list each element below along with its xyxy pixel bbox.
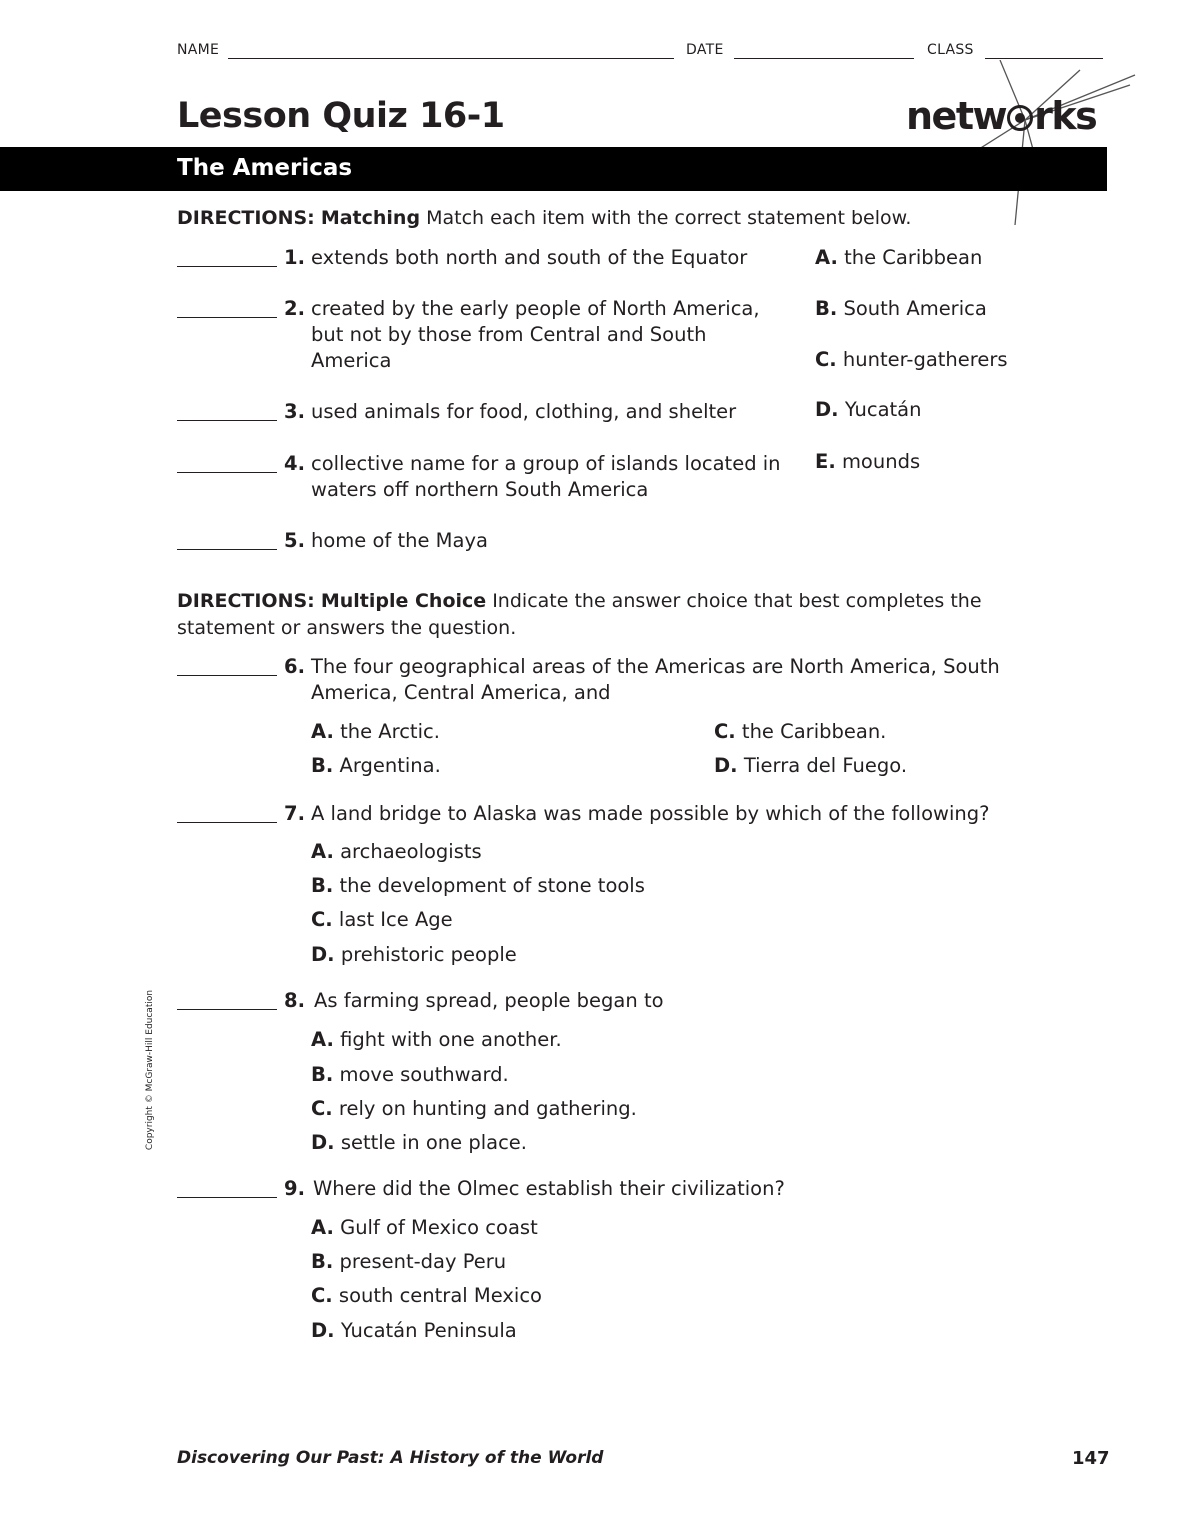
directions-text: Match each item with the correct statement below. <box>426 207 912 229</box>
matching-num-5: 5. <box>284 529 305 552</box>
question-num-8: 8. <box>284 989 305 1012</box>
q8-option-c: C. rely on hunting and gathering. <box>311 1097 637 1120</box>
logo-text-end: rks <box>1034 94 1097 138</box>
choice-b: B. South America <box>815 297 987 320</box>
matching-num-3: 3. <box>284 400 305 423</box>
mc-directions-label: DIRECTIONS: <box>177 590 315 612</box>
matching-item-5: home of the Maya <box>311 529 488 552</box>
question-num-6: 6. <box>284 655 305 678</box>
section-title: The Americas <box>177 155 353 181</box>
matching-num-4: 4. <box>284 452 305 475</box>
q7-option-c: C. last Ice Age <box>311 908 453 931</box>
class-field[interactable] <box>985 58 1103 59</box>
question-text-8: As farming spread, people began to <box>314 989 664 1012</box>
answer-blank-2[interactable] <box>177 317 277 318</box>
answer-blank-5[interactable] <box>177 549 277 550</box>
q6-option-c: C. the Caribbean. <box>714 720 887 743</box>
matching-num-1: 1. <box>284 246 305 269</box>
answer-blank-3[interactable] <box>177 420 277 421</box>
choice-e: E. mounds <box>815 450 921 473</box>
logo-text-start: netw <box>906 94 1007 138</box>
q8-option-a: A. fight with one another. <box>311 1028 562 1051</box>
matching-item-4: collective name for a group of islands located in waters off northern South America <box>311 452 781 501</box>
choice-a: A. the Caribbean <box>815 246 983 269</box>
mc-directions-text: Indicate the answer choice that best completes the statement or answers the question. <box>177 590 982 639</box>
matching-item-3: used animals for food, clothing, and shelter <box>311 400 737 423</box>
copyright-notice: Copyright © McGraw-Hill Education <box>145 989 155 1151</box>
q6-option-d: D. Tierra del Fuego. <box>714 754 908 777</box>
choice-d: D. Yucatán <box>815 398 922 421</box>
answer-blank-9[interactable] <box>177 1197 277 1198</box>
answer-blank-4[interactable] <box>177 472 277 473</box>
q7-option-a: A. archaeologists <box>311 840 482 863</box>
section-band <box>0 147 1107 191</box>
answer-blank-1[interactable] <box>177 266 277 267</box>
q9-option-a: A. Gulf of Mexico coast <box>311 1216 538 1239</box>
date-field[interactable] <box>734 58 914 59</box>
q6-option-a: A. the Arctic. <box>311 720 440 743</box>
q9-option-b: B. present-day Peru <box>311 1250 507 1273</box>
q6-option-b: B. Argentina. <box>311 754 441 777</box>
matching-directions <box>177 205 1037 232</box>
name-label: NAME <box>177 42 220 58</box>
page-title: Lesson Quiz 16-1 <box>177 96 505 136</box>
directions-label: DIRECTIONS: <box>177 207 315 229</box>
choice-c: C. hunter-gatherers <box>815 348 1008 371</box>
q9-option-d: D. Yucatán Peninsula <box>311 1319 517 1342</box>
mc-directions-type: Multiple Choice <box>320 590 487 612</box>
page-number: 147 <box>1072 1448 1110 1469</box>
matching-item-2: created by the early people of North America, but not by those from Central and South America <box>311 297 760 372</box>
question-text-6: The four geographical areas of the Americas are North America, South America, Central America, and <box>311 655 1000 704</box>
q7-option-d: D. prehistoric people <box>311 943 517 966</box>
question-text-7: A land bridge to Alaska was made possible by which of the following? <box>311 802 990 825</box>
date-label: DATE <box>686 42 724 58</box>
name-field[interactable] <box>228 58 674 59</box>
question-num-7: 7. <box>284 802 305 825</box>
matching-num-2: 2. <box>284 297 305 320</box>
logo-o-icon <box>1007 105 1033 131</box>
q7-option-b: B. the development of stone tools <box>311 874 645 897</box>
matching-item-1: extends both north and south of the Equator <box>311 246 748 269</box>
q8-option-d: D. settle in one place. <box>311 1131 527 1154</box>
answer-blank-6[interactable] <box>177 675 277 676</box>
footer-book-title: Discovering Our Past: A History of the World <box>177 1448 604 1468</box>
q9-option-c: C. south central Mexico <box>311 1284 542 1307</box>
q8-option-b: B. move southward. <box>311 1063 509 1086</box>
question-text-9: Where did the Olmec establish their civilization? <box>313 1177 785 1200</box>
class-label: CLASS <box>927 42 974 58</box>
answer-blank-7[interactable] <box>177 822 277 823</box>
networks-logo <box>906 94 1096 138</box>
answer-blank-8[interactable] <box>177 1009 277 1010</box>
mc-directions <box>177 588 1037 642</box>
directions-type: Matching <box>320 207 421 229</box>
question-num-9: 9. <box>284 1177 305 1200</box>
